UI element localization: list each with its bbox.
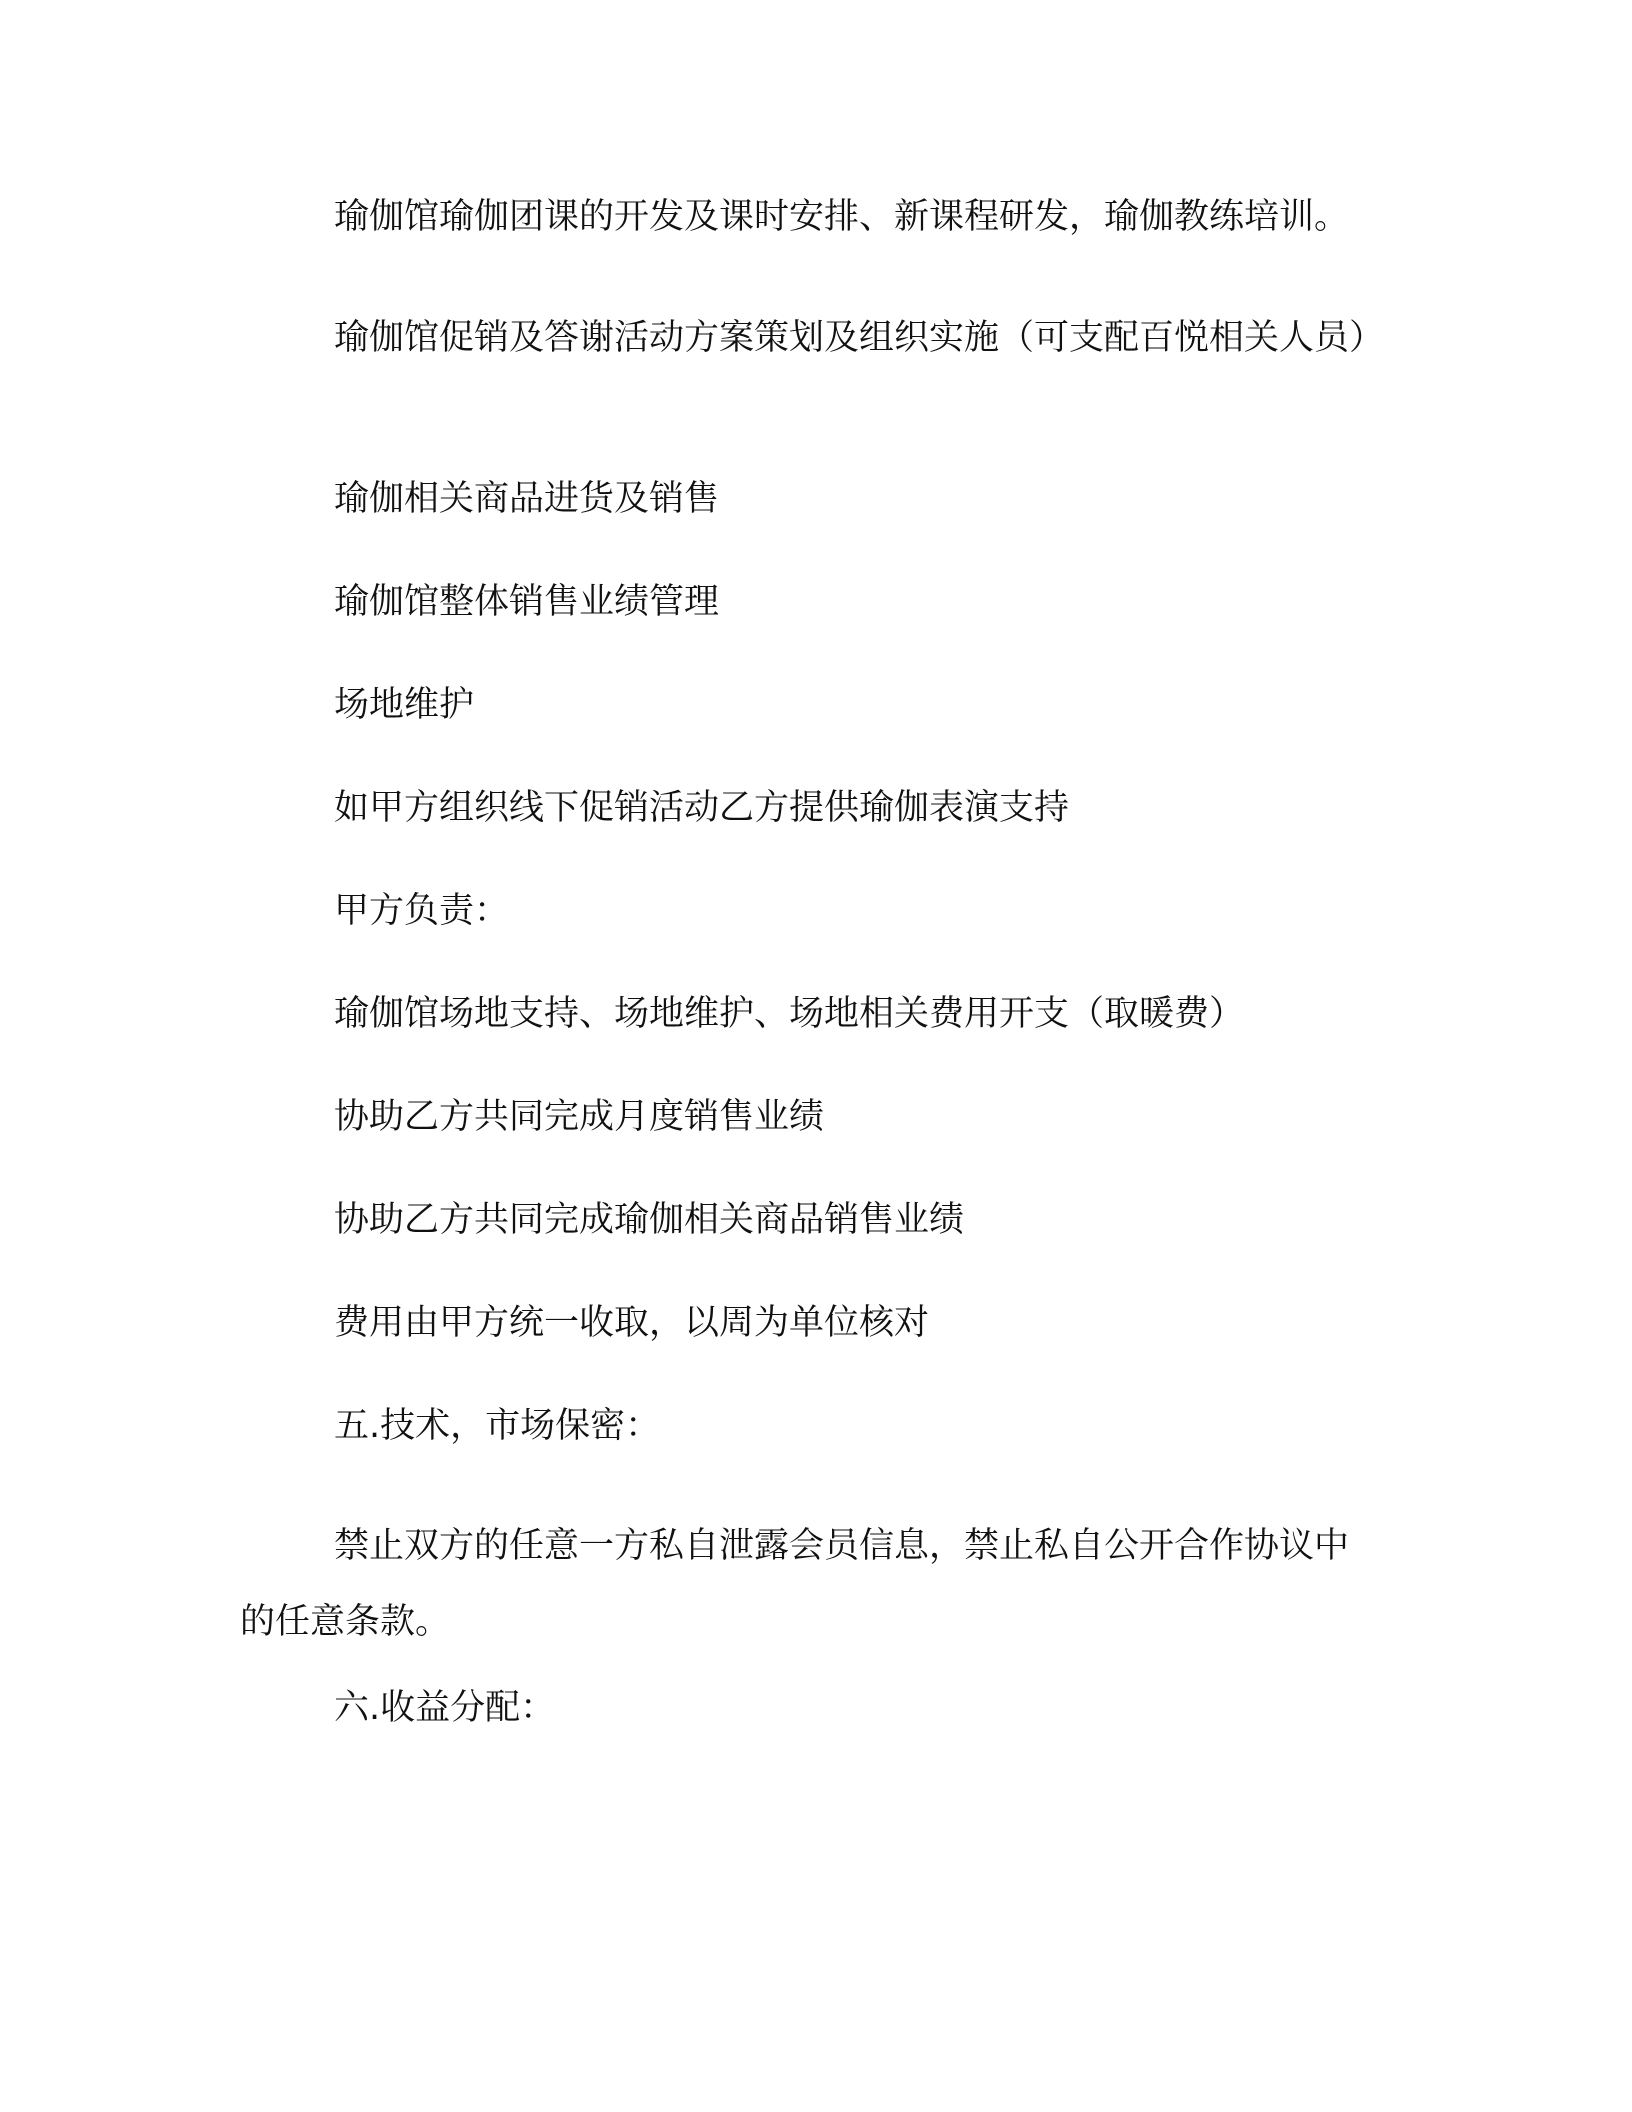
paragraph-text: 五.技术，市场保密： (334, 1406, 661, 1446)
paragraph-text: 瑜伽相关商品进货及销售 (334, 479, 720, 519)
paragraph-text: 协助乙方共同完成瑜伽相关商品销售业绩 (334, 1200, 965, 1240)
paragraph-text: 协助乙方共同完成月度销售业绩 (334, 1097, 825, 1137)
paragraph-text: 甲方负责： (334, 891, 510, 931)
paragraph-text: 禁止双方的任意一方私自泄露会员信息，禁止私自公开合作协议中的任意条款。 (240, 1526, 1350, 1642)
paragraph-text: 如甲方组织线下促销活动乙方提供瑜伽表演支持 (334, 788, 1070, 828)
paragraph-text: 瑜伽馆促销及答谢活动方案策划及组织实施（可支配百悦相关人员） (334, 318, 1385, 358)
paragraph-text: 瑜伽馆瑜伽团课的开发及课时安排、新课程研发，瑜伽教练培训。 (334, 197, 1350, 237)
paragraph-text: 场地维护 (334, 685, 475, 725)
paragraph-text: 瑜伽馆场地支持、场地维护、场地相关费用开支（取暖费） (334, 994, 1245, 1034)
paragraph-text: 六.收益分配： (334, 1688, 556, 1728)
paragraph-text: 瑜伽馆整体销售业绩管理 (334, 582, 720, 622)
paragraph-text: 费用由甲方统一收取，以周为单位核对 (334, 1303, 930, 1343)
